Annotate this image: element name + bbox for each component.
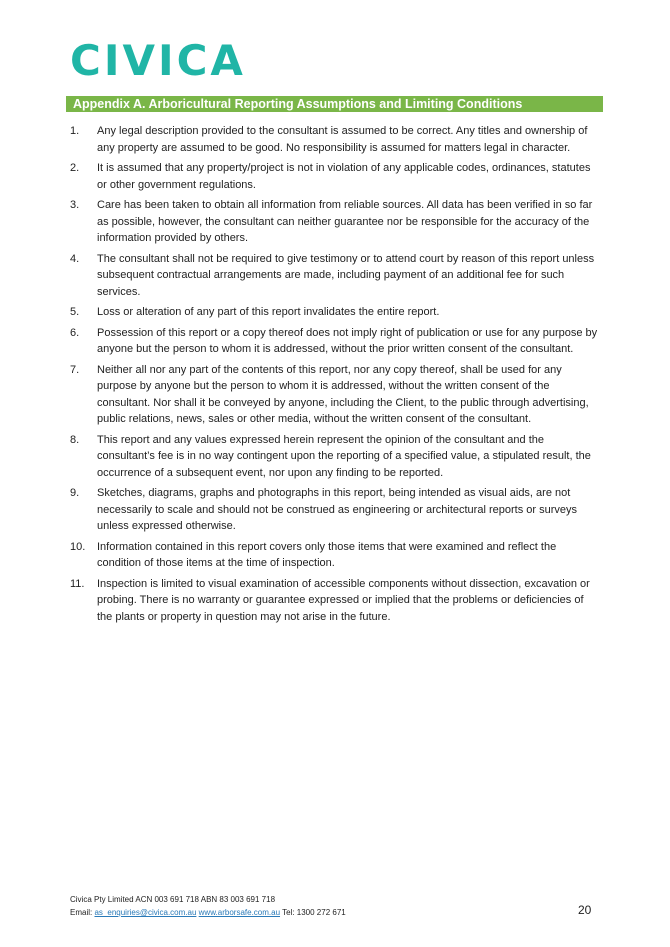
contact-line <box>70 906 600 919</box>
email-label: Email: <box>70 908 93 917</box>
item-number: 5. <box>70 306 80 318</box>
list-item <box>70 197 600 247</box>
list-item <box>70 362 600 428</box>
list-item <box>70 485 600 535</box>
phone-number: Tel: 1300 272 671 <box>282 908 346 917</box>
list-item <box>70 251 600 301</box>
item-text: Possession of this report or a copy thereof does not imply right of publication or use for any purpose by anyone but the person to whom it is addressed, without the prior written consent of the consultant. <box>97 326 598 355</box>
list-item <box>70 539 600 572</box>
item-text: It is assumed that any property/project is not in violation of any applicable codes, ordinances, statutes or other government regulations. <box>97 162 591 191</box>
section-heading: Appendix A. Arboricultural Reporting Assumptions and Limiting Conditions <box>66 96 603 112</box>
page-footer <box>70 893 600 919</box>
item-number: 1. <box>70 125 80 137</box>
list-item <box>70 325 600 358</box>
item-number: 4. <box>70 252 80 265</box>
conditions-list <box>70 123 600 629</box>
company-details: Civica Pty Limited ACN 003 691 718 ABN 83 003 691 718 <box>70 895 276 904</box>
list-item <box>70 160 600 193</box>
item-text: Inspection is limited to visual examination of accessible components without dissection, excavation or probing. There is no warranty or guarantee expressed or implied that the problems or deficiencies of the plants or property in question may not arise in the future. <box>97 577 590 623</box>
item-text: Loss or alteration of any part of this report invalidates the entire report. <box>97 306 440 318</box>
email-link[interactable]: as_enquiries@civica.com.au <box>94 908 197 917</box>
civica-logo: CIVICA <box>70 36 246 85</box>
page-number: 20 <box>578 903 592 917</box>
item-text: Any legal description provided to the consultant is assumed to be correct. Any titles and ownership of any property are assumed to be good. No responsibility is assumed for matters legal in character. <box>97 125 588 154</box>
item-number: 2. <box>70 162 80 174</box>
list-item <box>70 123 600 156</box>
item-number: 3. <box>70 199 80 211</box>
item-number: 11. <box>70 577 85 590</box>
item-number: 10. <box>70 540 86 553</box>
list-item <box>70 432 600 482</box>
item-number: 7. <box>70 363 80 376</box>
item-text: Neither all nor any part of the contents of this report, nor any copy thereof, shall be used for any purpose by anyone but the person to whom it is addressed, without the written consent of the consultant. Nor shall it be conveyed by anyone, including the Client, to the public through advertising, public relations, news, sales or other media, without the written consent of the consultant. <box>97 363 589 425</box>
list-item <box>70 304 600 321</box>
item-number: 8. <box>70 433 80 446</box>
item-number: 6. <box>70 326 80 339</box>
item-text: Sketches, diagrams, graphs and photographs in this report, being intended as visual aids, are not necessarily to scale and should not be construed as engineering or architectural reports or surveys unless expressed otherwise. <box>97 487 577 532</box>
item-text: The consultant shall not be required to give testimony or to attend court by reason of this report unless subsequent contractual arrangements are made, including payment of an additional fee for such services. <box>97 252 595 298</box>
list-item <box>70 576 600 626</box>
item-text: Information contained in this report covers only those items that were examined and reflect the condition of those items at the time of inspection. <box>97 540 557 569</box>
item-text: This report and any values expressed herein represent the opinion of the consultant and the consultant’s fee is in no way contingent upon the reporting of a specified value, a stipulated result, the occurrence of a subsequent event, nor upon any finding to be reported. <box>97 433 591 479</box>
website-link[interactable]: www.arborsafe.com.au <box>198 908 281 917</box>
item-text: Care has been taken to obtain all information from reliable sources. All data has been verified in so far as possible, however, the consultant can neither guarantee nor be responsible for the accuracy of the information provided by others. <box>97 199 593 244</box>
item-number: 9. <box>70 487 80 499</box>
